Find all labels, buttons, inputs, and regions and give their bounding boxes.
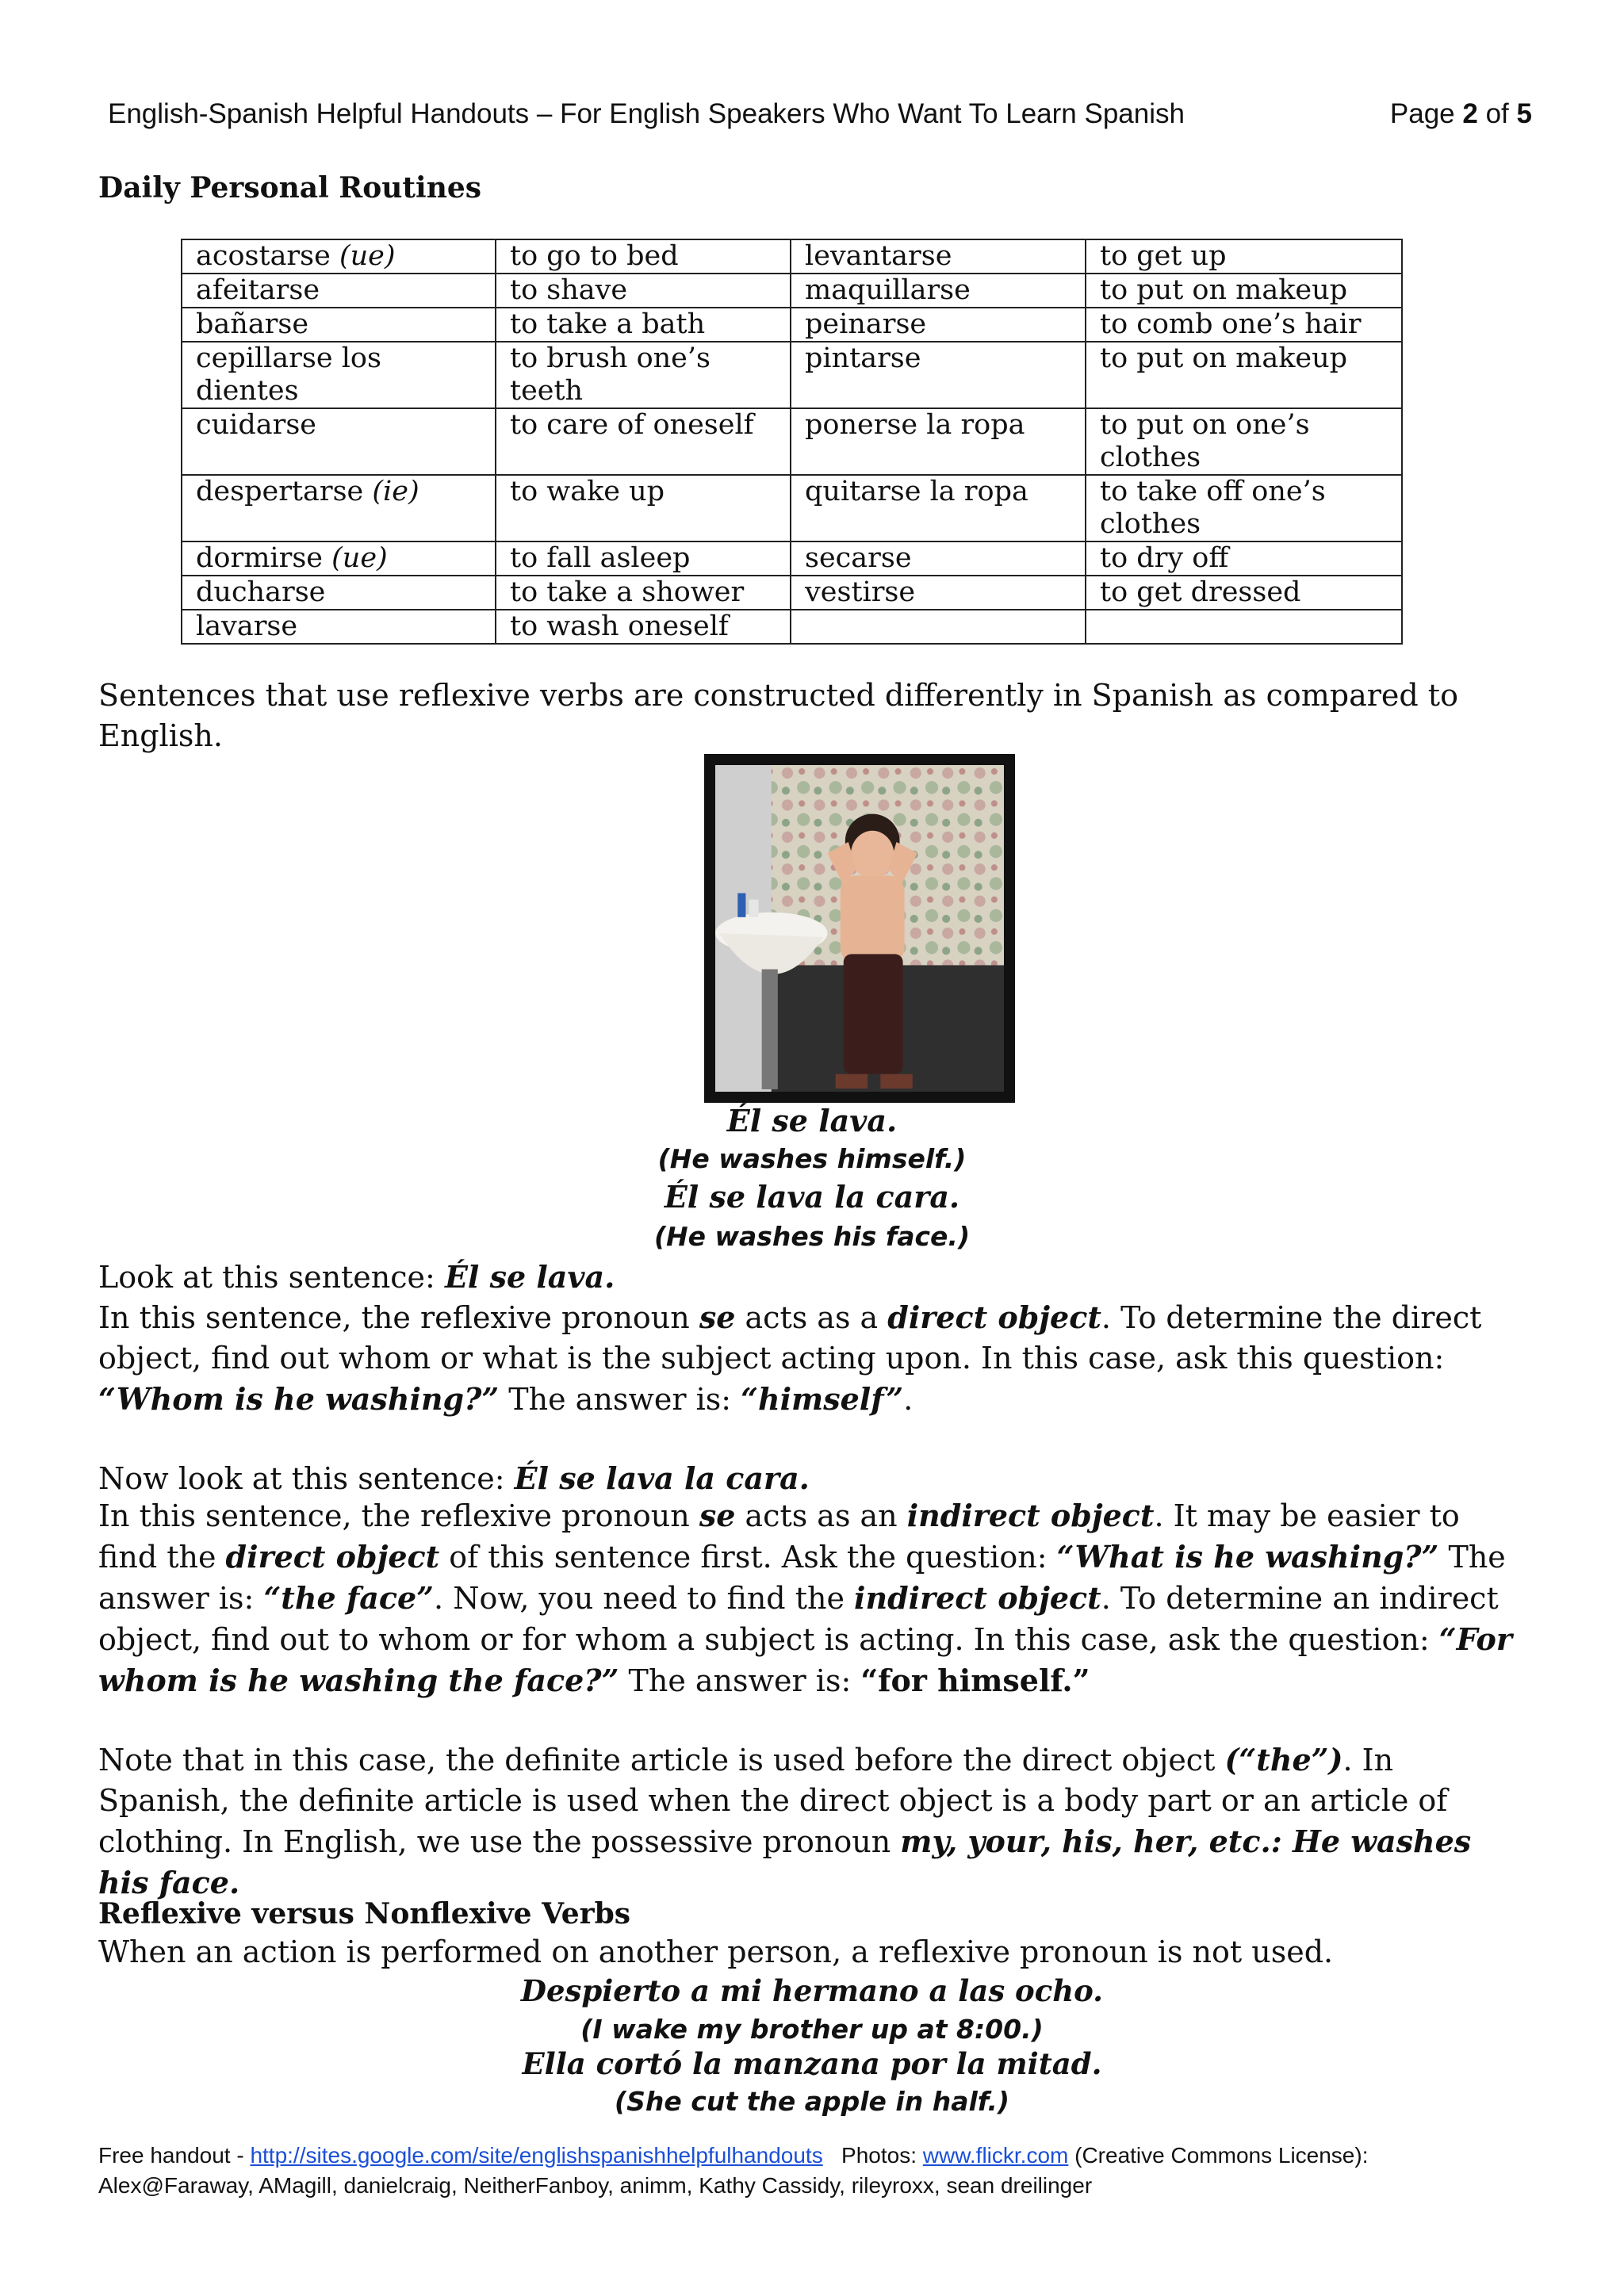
footer-credits: Alex@Faraway, AMagill, danielcraig, NeitherFanboy, animm, Kathy Cassidy, rileyroxx, sean dreilinger	[98, 2173, 1093, 2198]
table-row	[182, 239, 1402, 274]
paragraph-indirect-object: In this sentence, the reflexive pronoun se acts as an indirect object. It may be easier to find the direct object of this sentence first. Ask the question: “What is he washing?” The answer is: “the face”. Now, you need to find the indirect object. To determine an indirect object, find out to whom or for whom a subject is acting. In this case, ask the question: “For whom is he washing the face?” The answer is: “for himself.”	[98, 1498, 1512, 1698]
spanish-verb: despertarse (ie)	[182, 475, 496, 541]
spanish-verb: cepillarse los dientes	[182, 342, 496, 408]
spanish-verb: acostarse (ue)	[182, 239, 496, 274]
english-meaning: to take a bath	[496, 308, 791, 342]
english-meaning: to get up	[1086, 239, 1402, 274]
english-meaning	[1086, 610, 1402, 644]
table-row	[182, 576, 1402, 610]
spanish-verb: cuidarse	[182, 408, 496, 475]
vocab-table	[181, 239, 1403, 645]
example-spanish-1: Despierto a mi hermano a las ocho.	[520, 1973, 1104, 2008]
page-number: Page 2 of 5	[1389, 98, 1532, 129]
boy-washing-photo	[704, 754, 1015, 1103]
english-meaning: to get dressed	[1086, 576, 1402, 610]
english-meaning: to put on one’s clothes	[1086, 408, 1402, 475]
english-meaning: to put on makeup	[1086, 274, 1402, 308]
english-meaning: to comb one’s hair	[1086, 308, 1402, 342]
english-meaning: to fall asleep	[496, 541, 791, 576]
english-meaning: to put on makeup	[1086, 342, 1402, 408]
table-row	[182, 308, 1402, 342]
stem-change-note: (ue)	[339, 240, 396, 272]
stem-change-note: (ie)	[372, 476, 419, 507]
paragraph-definite-article: Note that in this case, the definite article is used before the direct object (“the”). In Spanish, the definite article is used when the direct object is a body part or an article of clothing. In English, we use the possessive pronoun my, your, his, her, etc.: He washes his face.	[98, 1742, 1472, 1900]
english-meaning: to shave	[496, 274, 791, 308]
table-row	[182, 408, 1402, 475]
footer-line-1: Free handout - http://sites.google.com/site/englishspanishhelpfulhandouts Photos: www.flickr.com (Creative Commons License):	[98, 2143, 1369, 2168]
section-heading-routines: Daily Personal Routines	[98, 171, 482, 205]
english-meaning: to dry off	[1086, 541, 1402, 576]
table-row	[182, 274, 1402, 308]
paragraph-direct-object: In this sentence, the reflexive pronoun se acts as a direct object. To determine the direct object, find out whom or what is the subject acting upon. In this case, ask this question: “Whom is he washing?” The answer is: “himself”.	[98, 1299, 1482, 1417]
spanish-verb: afeitarse	[182, 274, 496, 308]
caption-english-1: (He washes himself.)	[657, 1143, 967, 1174]
spanish-verb: pintarse	[791, 342, 1086, 408]
table-row	[182, 610, 1402, 644]
caption-spanish-1: Él se lava.	[726, 1103, 898, 1138]
spanish-verb: vestirse	[791, 576, 1086, 610]
paragraph-look: Look at this sentence: Él se lava.	[98, 1259, 615, 1295]
table-row	[182, 475, 1402, 541]
spanish-verb: peinarse	[791, 308, 1086, 342]
spanish-verb: ponerse la ropa	[791, 408, 1086, 475]
spanish-verb: secarse	[791, 541, 1086, 576]
intro-sentence: Sentences that use reflexive verbs are constructed differently in Spanish as compared to English.	[98, 678, 1458, 753]
english-meaning: to go to bed	[496, 239, 791, 274]
spanish-verb: quitarse la ropa	[791, 475, 1086, 541]
example-english-1: (I wake my brother up at 8:00.)	[580, 2014, 1044, 2045]
caption-spanish-2: Él se lava la cara.	[664, 1179, 960, 1215]
flickr-link[interactable]: www.flickr.com	[922, 2143, 1069, 2168]
english-meaning: to wash oneself	[496, 610, 791, 644]
stem-change-note: (ue)	[331, 542, 388, 574]
spanish-verb: dormirse (ue)	[182, 541, 496, 576]
handouts-link[interactable]: http://sites.google.com/site/englishspanishhelpfulhandouts	[250, 2143, 823, 2168]
spanish-verb: levantarse	[791, 239, 1086, 274]
photo-illustration	[715, 765, 1004, 1092]
spanish-verb: ducharse	[182, 576, 496, 610]
english-meaning: to take off one’s clothes	[1086, 475, 1402, 541]
example-english-2: (She cut the apple in half.)	[615, 2086, 1009, 2117]
header-title: English-Spanish Helpful Handouts – For English Speakers Who Want To Learn Spanish	[108, 98, 1185, 129]
spanish-verb	[791, 610, 1086, 644]
caption-english-2: (He washes his face.)	[653, 1221, 971, 1252]
english-meaning: to take a shower	[496, 576, 791, 610]
english-meaning: to care of oneself	[496, 408, 791, 475]
spanish-verb: bañarse	[182, 308, 496, 342]
english-meaning: to wake up	[496, 475, 791, 541]
example-spanish-2: Ella cortó la manzana por la mitad.	[522, 2046, 1102, 2081]
table-row	[182, 342, 1402, 408]
english-meaning: to brush one’s teeth	[496, 342, 791, 408]
table-row	[182, 541, 1402, 576]
section2-intro: When an action is performed on another person, a reflexive pronoun is not used.	[98, 1934, 1334, 1969]
spanish-verb: lavarse	[182, 610, 496, 644]
footer	[98, 2141, 1542, 2201]
paragraph-now-look: Now look at this sentence: Él se lava la cara.	[98, 1460, 810, 1496]
section-heading-reflexive: Reflexive versus Nonflexive Verbs	[98, 1897, 631, 1931]
spanish-verb: maquillarse	[791, 274, 1086, 308]
